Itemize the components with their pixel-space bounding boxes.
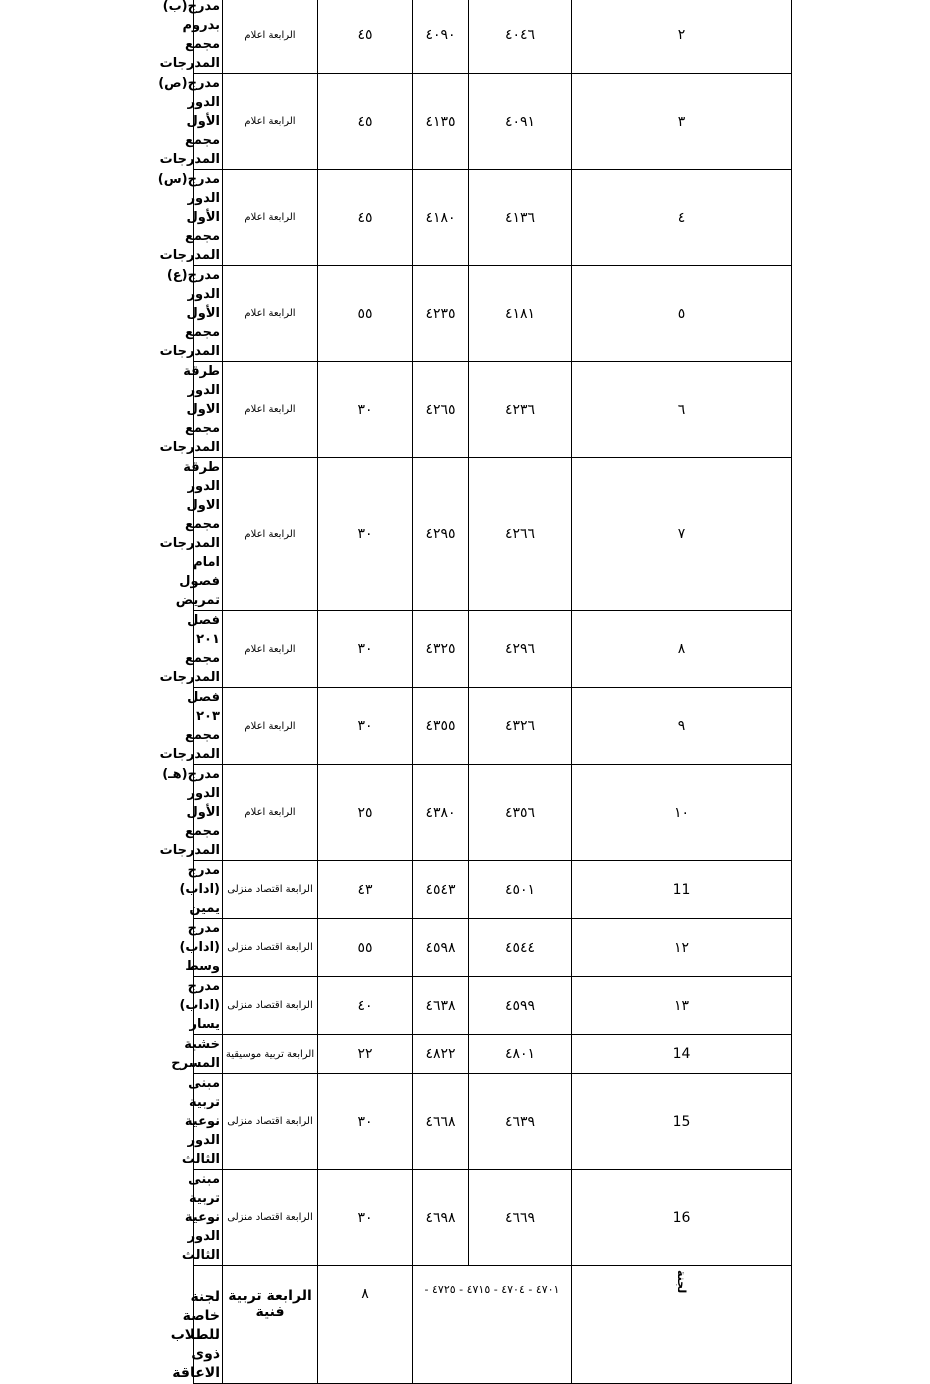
table-row (194, 458, 792, 611)
cell-dept: الرابعة اعلام (223, 458, 318, 611)
cell-index: ٢ (572, 0, 792, 74)
cell-location: طرقة الدور الاول مجمع المدرجات امام فصول تمريض (194, 458, 223, 611)
cell-count: ٤٥ (318, 74, 413, 170)
cell-dept: الرابعة اعلام (223, 0, 318, 74)
cell-location: طرقة الدور الاول مجمع المدرجات (194, 362, 223, 458)
table-row (194, 765, 792, 861)
cell-to: ٤٥٩٨ (413, 919, 469, 977)
cell-dept: الرابعة اقتصاد منزلى (223, 1170, 318, 1266)
cell-count: ٢٢ (318, 1035, 413, 1074)
cell-count: ٣٠ (318, 458, 413, 611)
table-row (194, 266, 792, 362)
special-committee-row (194, 1266, 792, 1384)
cell-to: ٤٦٦٨ (413, 1074, 469, 1170)
table-row (194, 861, 792, 919)
cell-from: ٤٥٤٤ (469, 919, 572, 977)
cell-dept: الرابعة تربية موسيقية (223, 1035, 318, 1074)
cell-index: ١٣ (572, 977, 792, 1035)
cell-index: ١٠ (572, 765, 792, 861)
table-row (194, 74, 792, 170)
cell-to: ٤٢٣٥ (413, 266, 469, 362)
cell-from: ٤٥٠١ (469, 861, 572, 919)
cell-dept: الرابعة اعلام (223, 170, 318, 266)
table-body (157, 0, 792, 1384)
cell-location: مبنى تربية نوعية الدور الثالث (194, 1170, 223, 1266)
cell-to: ٤٣٨٠ (413, 765, 469, 861)
cell-location: خشبة المسرح (194, 1035, 223, 1074)
cell-location: مدرج(ع) الدور الأول مجمع المدرجات (194, 266, 223, 362)
cell-to: ٤١٣٥ (413, 74, 469, 170)
committee-table-sheet (157, 0, 791, 1384)
cell-from: ٤٦٣٩ (469, 1074, 572, 1170)
cell-to: ٤٣٥٥ (413, 688, 469, 765)
cell-from: ٤٨٠١ (469, 1035, 572, 1074)
cell-index: ٩ (572, 688, 792, 765)
cell-from: ٤٣٥٦ (469, 765, 572, 861)
cell-count: ٣٠ (318, 1170, 413, 1266)
cell-count: ٣٠ (318, 611, 413, 688)
cell-index: ٧ (572, 458, 792, 611)
cell-dept: الرابعة اقتصاد منزلى (223, 1074, 318, 1170)
table-row (194, 1074, 792, 1170)
table-row (194, 0, 792, 74)
cell-dept: الرابعة تربية فنية (223, 1266, 318, 1384)
cell-location: مدرج(س) الدور الأول مجمع المدرجات (194, 170, 223, 266)
table-row (194, 1035, 792, 1074)
cell-from: ٤٢٩٦ (469, 611, 572, 688)
cell-dept: الرابعة اعلام (223, 765, 318, 861)
cell-location: مدرج(هـ) الدور الأول مجمع المدرجات (194, 765, 223, 861)
cell-to: ٤٦٣٨ (413, 977, 469, 1035)
cell-dept: الرابعة اقتصاد منزلى (223, 861, 318, 919)
cell-location: مدرج (اداب) يمين (194, 861, 223, 919)
cell-dept: الرابعة اعلام (223, 611, 318, 688)
cell-location: مدرج(ب) بدروم مجمع المدرجات (194, 0, 223, 74)
cell-dept: الرابعة اعلام (223, 688, 318, 765)
cell-dept: الرابعة اقتصاد منزلى (223, 977, 318, 1035)
cell-index: ١٢ (572, 919, 792, 977)
cell-to: ٤١٨٠ (413, 170, 469, 266)
table-row (194, 688, 792, 765)
cell-index: 16 (572, 1170, 792, 1266)
cell-count: ٤٥ (318, 0, 413, 74)
cell-index: ٤ (572, 170, 792, 266)
cell-to: ٤٢٦٥ (413, 362, 469, 458)
cell-index (572, 1266, 792, 1384)
cell-from: ٤٠٩١ (469, 74, 572, 170)
table-row (194, 611, 792, 688)
cell-from: ٤١٣٦ (469, 170, 572, 266)
cell-location: مدرج(ص) الدور الأول مجمع المدرجات (194, 74, 223, 170)
cell-dept: الرابعة اعلام (223, 266, 318, 362)
cell-dept: الرابعة اعلام (223, 74, 318, 170)
cell-to: ٤٢٩٥ (413, 458, 469, 611)
table-row (194, 170, 792, 266)
cell-index: 14 (572, 1035, 792, 1074)
cell-from: ٤٢٣٦ (469, 362, 572, 458)
table-row (194, 977, 792, 1035)
cell-count: ٨ (318, 1266, 413, 1384)
table-row (194, 362, 792, 458)
cell-from: ٤٠٤٦ (469, 0, 572, 74)
cell-count: ٤٠ (318, 977, 413, 1035)
special-index-label: لجنة (675, 1270, 688, 1294)
cell-from: ٤٥٩٩ (469, 977, 572, 1035)
cell-from: ٤١٨١ (469, 266, 572, 362)
cell-index: 11 (572, 861, 792, 919)
cell-count: ٤٣ (318, 861, 413, 919)
cell-from: ٤٢٦٦ (469, 458, 572, 611)
cell-index: ٦ (572, 362, 792, 458)
cell-from: ٤٦٦٩ (469, 1170, 572, 1266)
cell-dept: الرابعة اعلام (223, 362, 318, 458)
cell-count: ٥٥ (318, 919, 413, 977)
cell-location: لجنة خاصة للطلاب ذوى الاعاقة (194, 1266, 223, 1384)
cell-location: فصل ٢٠١ مجمع المدرجات (194, 611, 223, 688)
cell-location: مدرج (اداب) وسط (194, 919, 223, 977)
cell-index: ٨ (572, 611, 792, 688)
cell-from: ٤٣٢٦ (469, 688, 572, 765)
table-row (194, 919, 792, 977)
cell-count: ٣٠ (318, 1074, 413, 1170)
cell-to: ٤٣٢٥ (413, 611, 469, 688)
cell-index: ٣ (572, 74, 792, 170)
cell-location: مبنى تربية نوعية الدور الثالث (194, 1074, 223, 1170)
cell-dept: الرابعة اقتصاد منزلى (223, 919, 318, 977)
committee-table (157, 0, 792, 1384)
cell-index: 15 (572, 1074, 792, 1170)
cell-to: ٤٦٩٨ (413, 1170, 469, 1266)
cell-count: ٥٥ (318, 266, 413, 362)
cell-count: ٣٠ (318, 362, 413, 458)
cell-seat-numbers: ٤٧٠١ - ٤٧٠٤ - ٤٧١٥ - ٤٧٢٥ - (413, 1266, 572, 1384)
table-row (194, 1170, 792, 1266)
cell-to: ٤٠٩٠ (413, 0, 469, 74)
cell-count: ٤٥ (318, 170, 413, 266)
cell-index: ٥ (572, 266, 792, 362)
cell-to: ٤٥٤٣ (413, 861, 469, 919)
cell-location: مدرج (اداب) يسار (194, 977, 223, 1035)
cell-location: فصل ٢٠٣ مجمع المدرجات (194, 688, 223, 765)
cell-count: ٣٠ (318, 688, 413, 765)
cell-count: ٢٥ (318, 765, 413, 861)
cell-to: ٤٨٢٢ (413, 1035, 469, 1074)
